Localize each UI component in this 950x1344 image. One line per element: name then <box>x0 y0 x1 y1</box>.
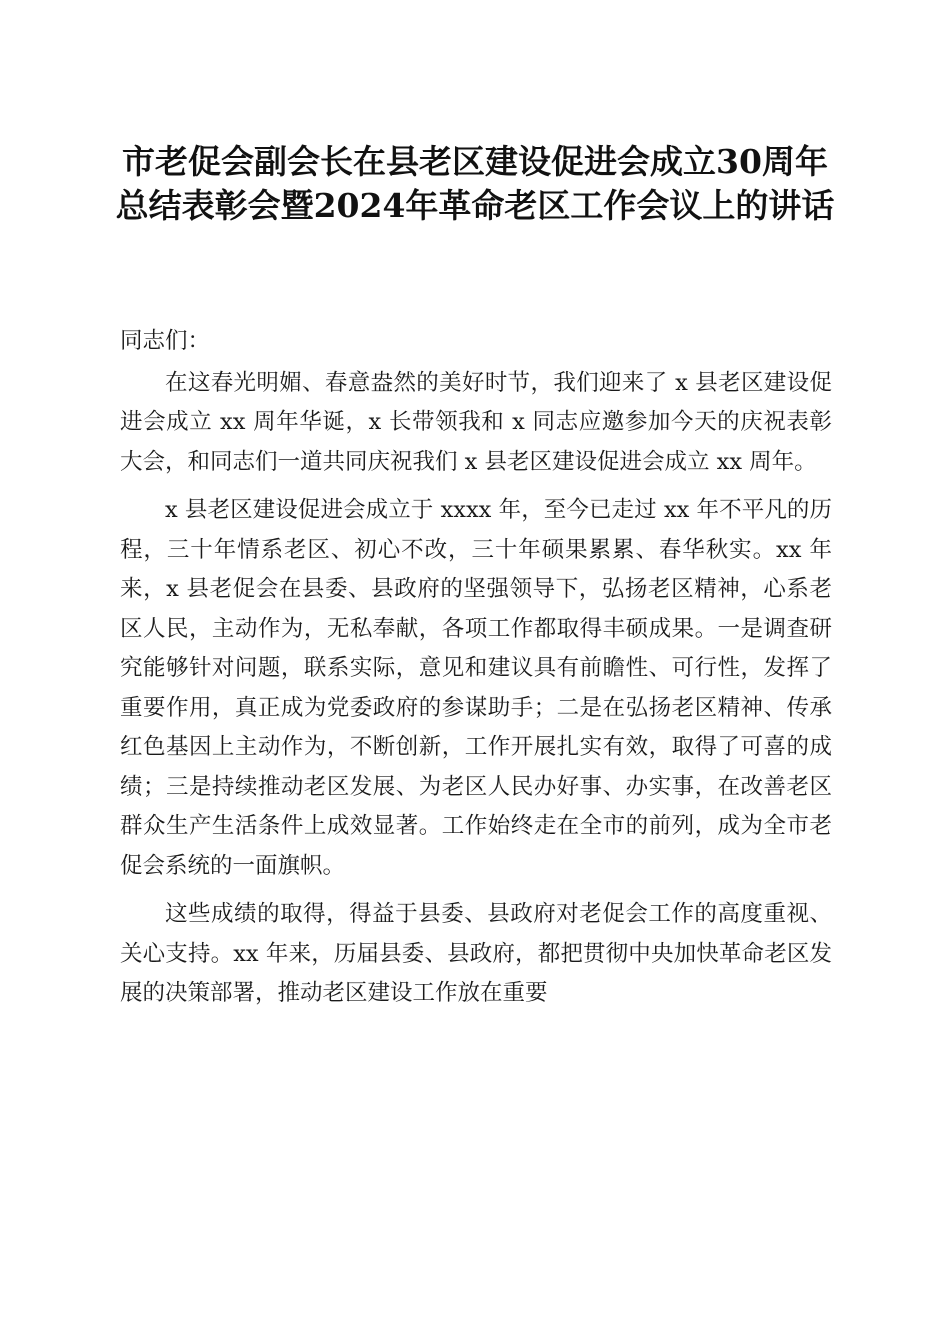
paragraph-1: 在这春光明媚、春意盎然的美好时节，我们迎来了 x 县老区建设促进会成立 xx 周年华诞，x 长带领我和 x 同志应邀参加今天的庆祝表彰大会，和同志们一道共同庆祝我们 x 县老区建设促进会成立 xx 周年。 <box>120 369 832 475</box>
paragraph-2: x 县老区建设促进会成立于 xxxx 年，至今已走过 xx 年不平凡的历程，三十年情系老区、初心不改，三十年硕果累累、春华秋实。xx 年来，x 县老促会在县委、县政府的坚强领导下，弘扬老区精神，心系老区人民，主动作为，无私奉献，各项工作都取得丰硕成果。一是调查研究能够针对问题，联系实际，意见和建议具有前瞻性、可行性，发挥了重要作用，真正成为党委政府的参谋助手；二是在弘扬老区精神、传承红色基因上主动作为，不断创新，工作开展扎实有效，取得了可喜的成绩；三是持续推动老区发展、为老区人民办好事、办实事，在改善老区群众生产生活条件上成效显著。工作始终走在全市的前列，成为全市老促会系统的一面旗帜。 <box>120 497 832 879</box>
paragraph-3: 这些成绩的取得，得益于县委、县政府对老促会工作的高度重视、关心支持。xx 年来，历届县委、县政府，都把贯彻中央加快革命老区发展的决策部署，推动老区建设工作放在重要 <box>120 901 832 1006</box>
document-title: 市老促会副会长在县老区建设促进会成立30周年总结表彰会暨2024年革命老区工作会议上的讲话 <box>115 142 835 225</box>
salutation: 同志们： <box>120 328 211 354</box>
document-body <box>120 322 832 1023</box>
